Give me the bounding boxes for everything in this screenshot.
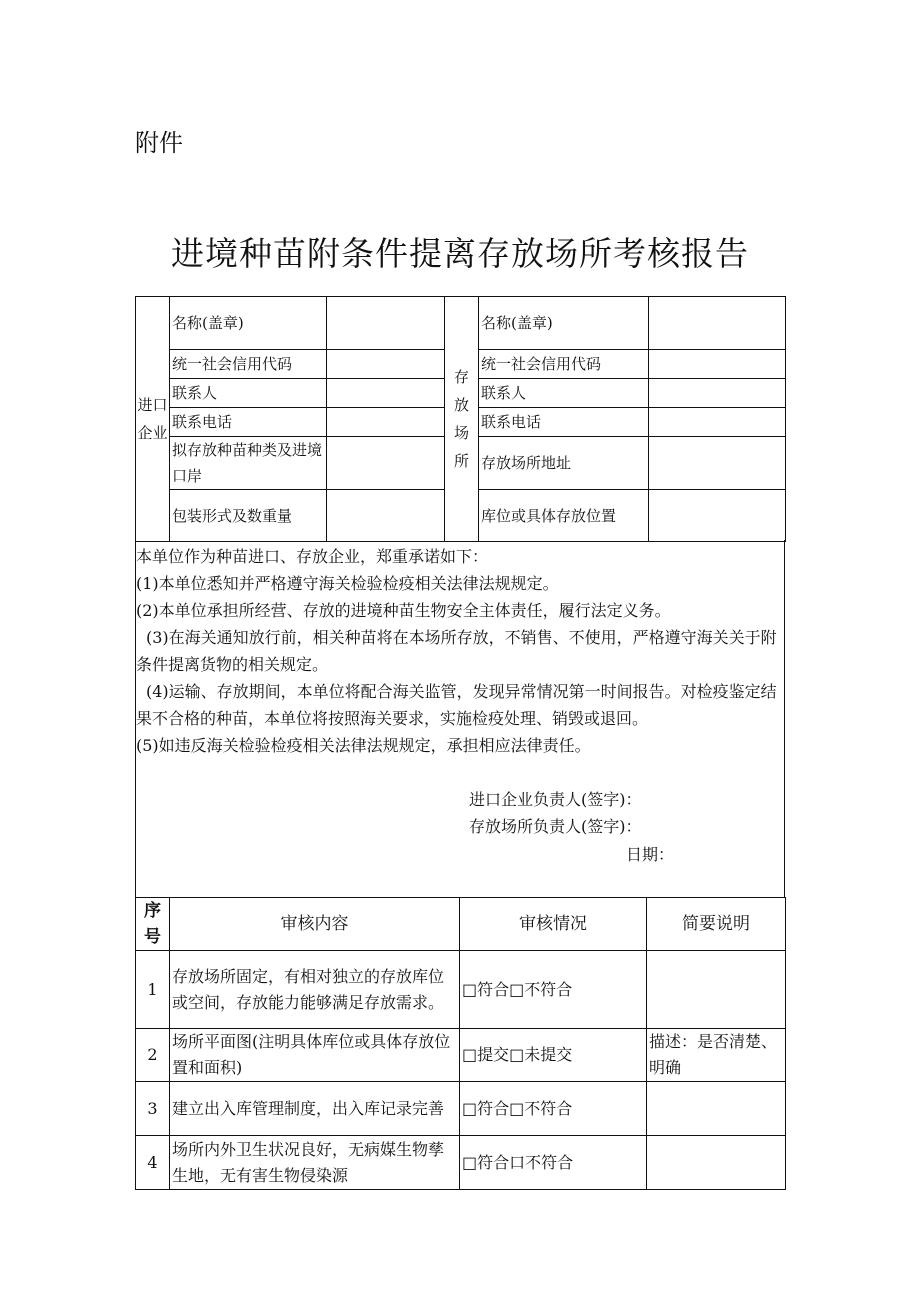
storage-location-label: 库位或具体存放位置 (479, 490, 649, 542)
importer-phone-value[interactable] (327, 408, 445, 437)
row-note[interactable] (647, 1082, 786, 1136)
importer-contact-value[interactable] (327, 379, 445, 408)
header-content: 审核内容 (170, 898, 460, 951)
commitment-intro: 本单位作为种苗进口、存放企业，郑重承诺如下： (136, 547, 489, 566)
row-note[interactable] (647, 951, 786, 1029)
row-number: 1 (136, 951, 170, 1029)
table-row (136, 1082, 786, 1136)
commitment-block (135, 540, 785, 897)
commitment-item-5: (5)如违反海关检验检疫相关法律法规规定，承担相应法律责任。 (136, 736, 591, 755)
importer-packaging-value[interactable] (327, 490, 445, 542)
storage-contact-value[interactable] (649, 379, 786, 408)
row-status-options[interactable]: □符合□不符合 (460, 1082, 647, 1136)
importer-group-label: 进口 企业 (136, 297, 170, 542)
header-note: 简要说明 (647, 898, 786, 951)
attachment-label: 附件 (135, 129, 183, 157)
audit-table (135, 897, 786, 1190)
importer-seedling-type-label: 拟存放种苗种类及进境口岸 (170, 437, 327, 490)
row-status-options[interactable]: □符合□不符合 (460, 951, 647, 1029)
table-row (136, 1136, 786, 1190)
importer-packaging-label: 包装形式及数重量 (170, 490, 327, 542)
storage-contact-label: 联系人 (479, 379, 649, 408)
row-number: 3 (136, 1082, 170, 1136)
storage-credit-code-label: 统一社会信用代码 (479, 350, 649, 379)
importer-name-value[interactable] (327, 297, 445, 350)
row-content: 建立出入库管理制度，出入库记录完善 (170, 1082, 460, 1136)
storage-credit-code-value[interactable] (649, 350, 786, 379)
date-label: 日期： (626, 845, 675, 864)
header-status: 审核情况 (460, 898, 647, 951)
importer-name-label: 名称(盖章) (170, 297, 327, 350)
info-table (135, 296, 786, 542)
storage-name-label: 名称(盖章) (479, 297, 649, 350)
commitment-item-3: (3)在海关通知放行前，相关种苗将在本场所存放，不销售、不使用，严格遵守海关关于附条件提离货物的相关规定。 (136, 628, 777, 674)
table-row (136, 951, 786, 1029)
header-serial: 序号 (136, 898, 170, 951)
page-title: 进境种苗附条件提离存放场所考核报告 (171, 234, 749, 273)
row-content: 场所平面图(注明具体库位或具体存放位置和面积) (170, 1029, 460, 1082)
storage-name-value[interactable] (649, 297, 786, 350)
importer-contact-label: 联系人 (170, 379, 327, 408)
row-note[interactable]: 描述：是否清楚、明确 (647, 1029, 786, 1082)
storage-address-label: 存放场所地址 (479, 437, 649, 490)
row-status-options[interactable]: □符合口不符合 (460, 1136, 647, 1190)
storage-group-label: 存 放 场 所 (445, 297, 479, 542)
storage-phone-label: 联系电话 (479, 408, 649, 437)
storage-address-value[interactable] (649, 437, 786, 490)
importer-credit-code-value[interactable] (327, 350, 445, 379)
storage-signature-label: 存放场所负责人(签字)： (469, 817, 642, 836)
row-status-options[interactable]: □提交□未提交 (460, 1029, 647, 1082)
row-content: 场所内外卫生状况良好，无病媒生物孳生地，无有害生物侵染源 (170, 1136, 460, 1190)
importer-seedling-type-value[interactable] (327, 437, 445, 490)
commitment-item-1: (1)本单位悉知并严格遵守海关检验检疫相关法律法规规定。 (136, 574, 559, 593)
row-number: 4 (136, 1136, 170, 1190)
commitment-item-2: (2)本单位承担所经营、存放的进境种苗生物安全主体责任，履行法定义务。 (136, 601, 671, 620)
importer-phone-label: 联系电话 (170, 408, 327, 437)
commitment-item-4: (4)运输、存放期间，本单位将配合海关监管，发现异常情况第一时间报告。对检疫鉴定结果不合格的种苗，本单位将按照海关要求，实施检疫处理、销毁或退回。 (136, 682, 777, 728)
storage-location-value[interactable] (649, 490, 786, 542)
row-content: 存放场所固定，有相对独立的存放库位或空间，存放能力能够满足存放需求。 (170, 951, 460, 1029)
importer-signature-label: 进口企业负责人(签字)： (469, 790, 642, 809)
row-note[interactable] (647, 1136, 786, 1190)
table-row (136, 1029, 786, 1082)
storage-phone-value[interactable] (649, 408, 786, 437)
row-number: 2 (136, 1029, 170, 1082)
importer-credit-code-label: 统一社会信用代码 (170, 350, 327, 379)
